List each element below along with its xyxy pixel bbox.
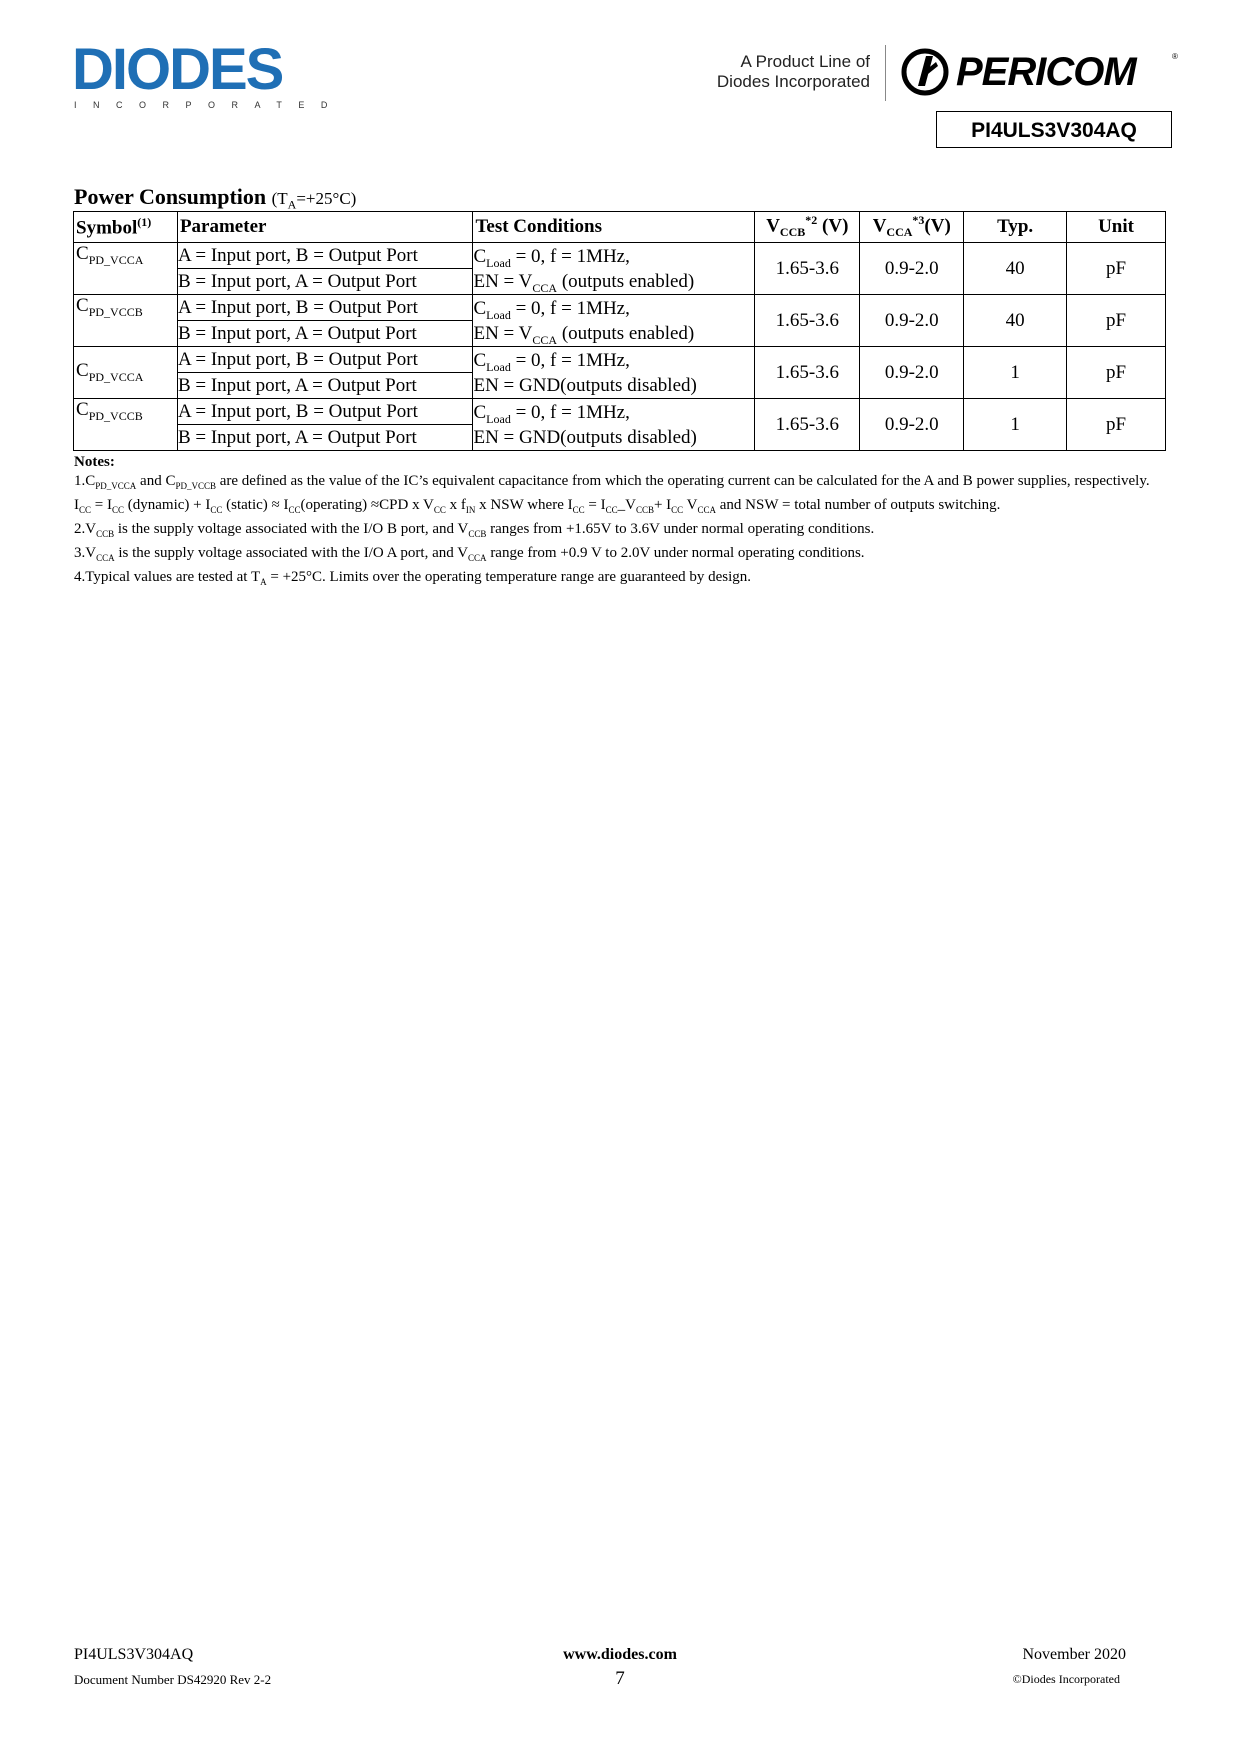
cell-vccb: 1.65-3.6 [755, 243, 860, 295]
page-number: 7 [615, 1668, 625, 1689]
section-condition: $(T_A=+25^\circ C)$ [271, 189, 357, 212]
cell-vcca: 0.9-2.0 [860, 399, 964, 451]
cell-typ: 1 [964, 347, 1067, 399]
note-3: $3.V_{CCA}$ is the supply voltage associated with the I/O A port, and $V_{CCA}$ range from +0.9 V to 2.0V under normal operating conditions. [74, 545, 865, 563]
header-test-conditions: Test Conditions [473, 212, 755, 243]
part-number-box: PI4ULS3V304AQ [936, 111, 1172, 148]
cell-parameter: A = Input port, B = Output Port B = Input port, A = Output Port [177, 399, 473, 451]
cell-vccb: 1.65-3.6 [755, 399, 860, 451]
header-vcca: $V_{CCA}^{*3}(V)$ [860, 212, 964, 243]
table-row [74, 399, 1166, 451]
cell-parameter: A = Input port, B = Output Port B = Input port, A = Output Port [177, 347, 473, 399]
footer-doc-number: Document Number DS42920 Rev 2-2 [74, 1672, 272, 1687]
cell-vccb: 1.65-3.6 [755, 295, 860, 347]
cell-test-conditions: $C_{Load} = 0$, f = 1MHz, EN = GND(outputs disabled) [473, 399, 755, 451]
table-row [74, 243, 1166, 295]
cell-unit: pF [1067, 295, 1166, 347]
section-title [74, 184, 356, 212]
cell-unit: pF [1067, 347, 1166, 399]
table-row [74, 347, 1166, 399]
product-line-1: A Product Line of [740, 52, 870, 71]
note-4: 4.Typical values are tested at $T_A = +25^\circ C$. Limits over the operating temperature range are guaranteed by design. [74, 569, 752, 587]
notes-title: Notes: [74, 454, 115, 470]
cell-symbol: $C_{PD\_VCCB}$ [74, 295, 178, 347]
cell-test-conditions: $C_{Load} = 0$, f = 1MHz, EN = $V_{CCA}$ (outputs enabled) [473, 243, 755, 295]
footer-website[interactable]: www.diodes.com [563, 1646, 677, 1663]
cell-typ: 40 [964, 243, 1067, 295]
cell-vcca: 0.9-2.0 [860, 243, 964, 295]
product-line-2: Diodes Incorporated [716, 72, 870, 91]
header-typ: Typ. [964, 212, 1067, 243]
header-symbol: Symbol$^{(1)}$ [74, 212, 178, 243]
table-row [74, 295, 1166, 347]
cell-test-conditions: $C_{Load} = 0$, f = 1MHz, EN = GND(outputs disabled) [473, 347, 755, 399]
cell-unit: pF [1067, 243, 1166, 295]
section-title-text: Power Consumption [74, 184, 267, 209]
note-1: $1.C_{PD\_VCCA}$ and $C_{PD\_VCCB}$ are defined as the value of the IC’s equivalent capacitance from which the operating current can be calculated for the A and B power supplies, respectively. $I_{CC} = I_{CC}$ (dynamic) + $I_{CC}$ (static) ≈ $I_{CC}(operating) \approx CPD$ x $V_{CC}$ x $f_{IN}$ x NSW where $I_{CC}$ = $I_{CC}\_V_{CCB}+ I_{CC}$ $V_{CCA}$ and NSW = total number of outputs switching. [74, 473, 1150, 515]
cell-symbol: $C_{PD\_VCCB}$ [74, 399, 178, 451]
diodes-logo [72, 37, 344, 110]
cell-parameter: A = Input port, B = Output Port B = Input port, A = Output Port [177, 243, 473, 295]
footer-part-number: PI4ULS3V304AQ [74, 1646, 194, 1663]
diodes-logo-text: DIODES [72, 37, 283, 102]
footer-date: November 2020 [1022, 1646, 1126, 1663]
note-2: $2.V_{CCB}$ is the supply voltage associated with the I/O B port, and $V_{CCB}$ ranges from +1.65V to 3.6V under normal operating conditions. [74, 521, 875, 539]
cell-typ: 1 [964, 399, 1067, 451]
cell-vccb: 1.65-3.6 [755, 347, 860, 399]
product-line-text [620, 52, 870, 92]
header-parameter: Parameter [177, 212, 473, 243]
pericom-logo-text: PERICOM [956, 50, 1136, 94]
header-vccb: $V_{CCB}^{*2}$ (V) [755, 212, 860, 243]
cell-typ: 40 [964, 295, 1067, 347]
cell-parameter: A = Input port, B = Output Port B = Input port, A = Output Port [177, 295, 473, 347]
pericom-logo [900, 46, 1180, 98]
cell-vcca: 0.9-2.0 [860, 347, 964, 399]
cell-symbol: $C_{PD\_VCCA}$ [74, 347, 178, 399]
cell-vcca: 0.9-2.0 [860, 295, 964, 347]
cell-unit: pF [1067, 399, 1166, 451]
header-divider [885, 45, 886, 101]
notes-section [74, 453, 1169, 592]
table-header-row [74, 212, 1166, 243]
cell-symbol: $C_{PD\_VCCA}$ [74, 243, 178, 295]
pericom-emblem-icon [900, 48, 950, 96]
power-consumption-table [73, 211, 1166, 451]
footer-copyright: ©Diodes Incorporated [1012, 1672, 1120, 1686]
registered-mark-icon: ® [1172, 52, 1178, 61]
diodes-logo-subtext: INCORPORATED [74, 100, 344, 110]
cell-test-conditions: $C_{Load} = 0$, f = 1MHz, EN = $V_{CCA}$ (outputs enabled) [473, 295, 755, 347]
header-unit: Unit [1067, 212, 1166, 243]
